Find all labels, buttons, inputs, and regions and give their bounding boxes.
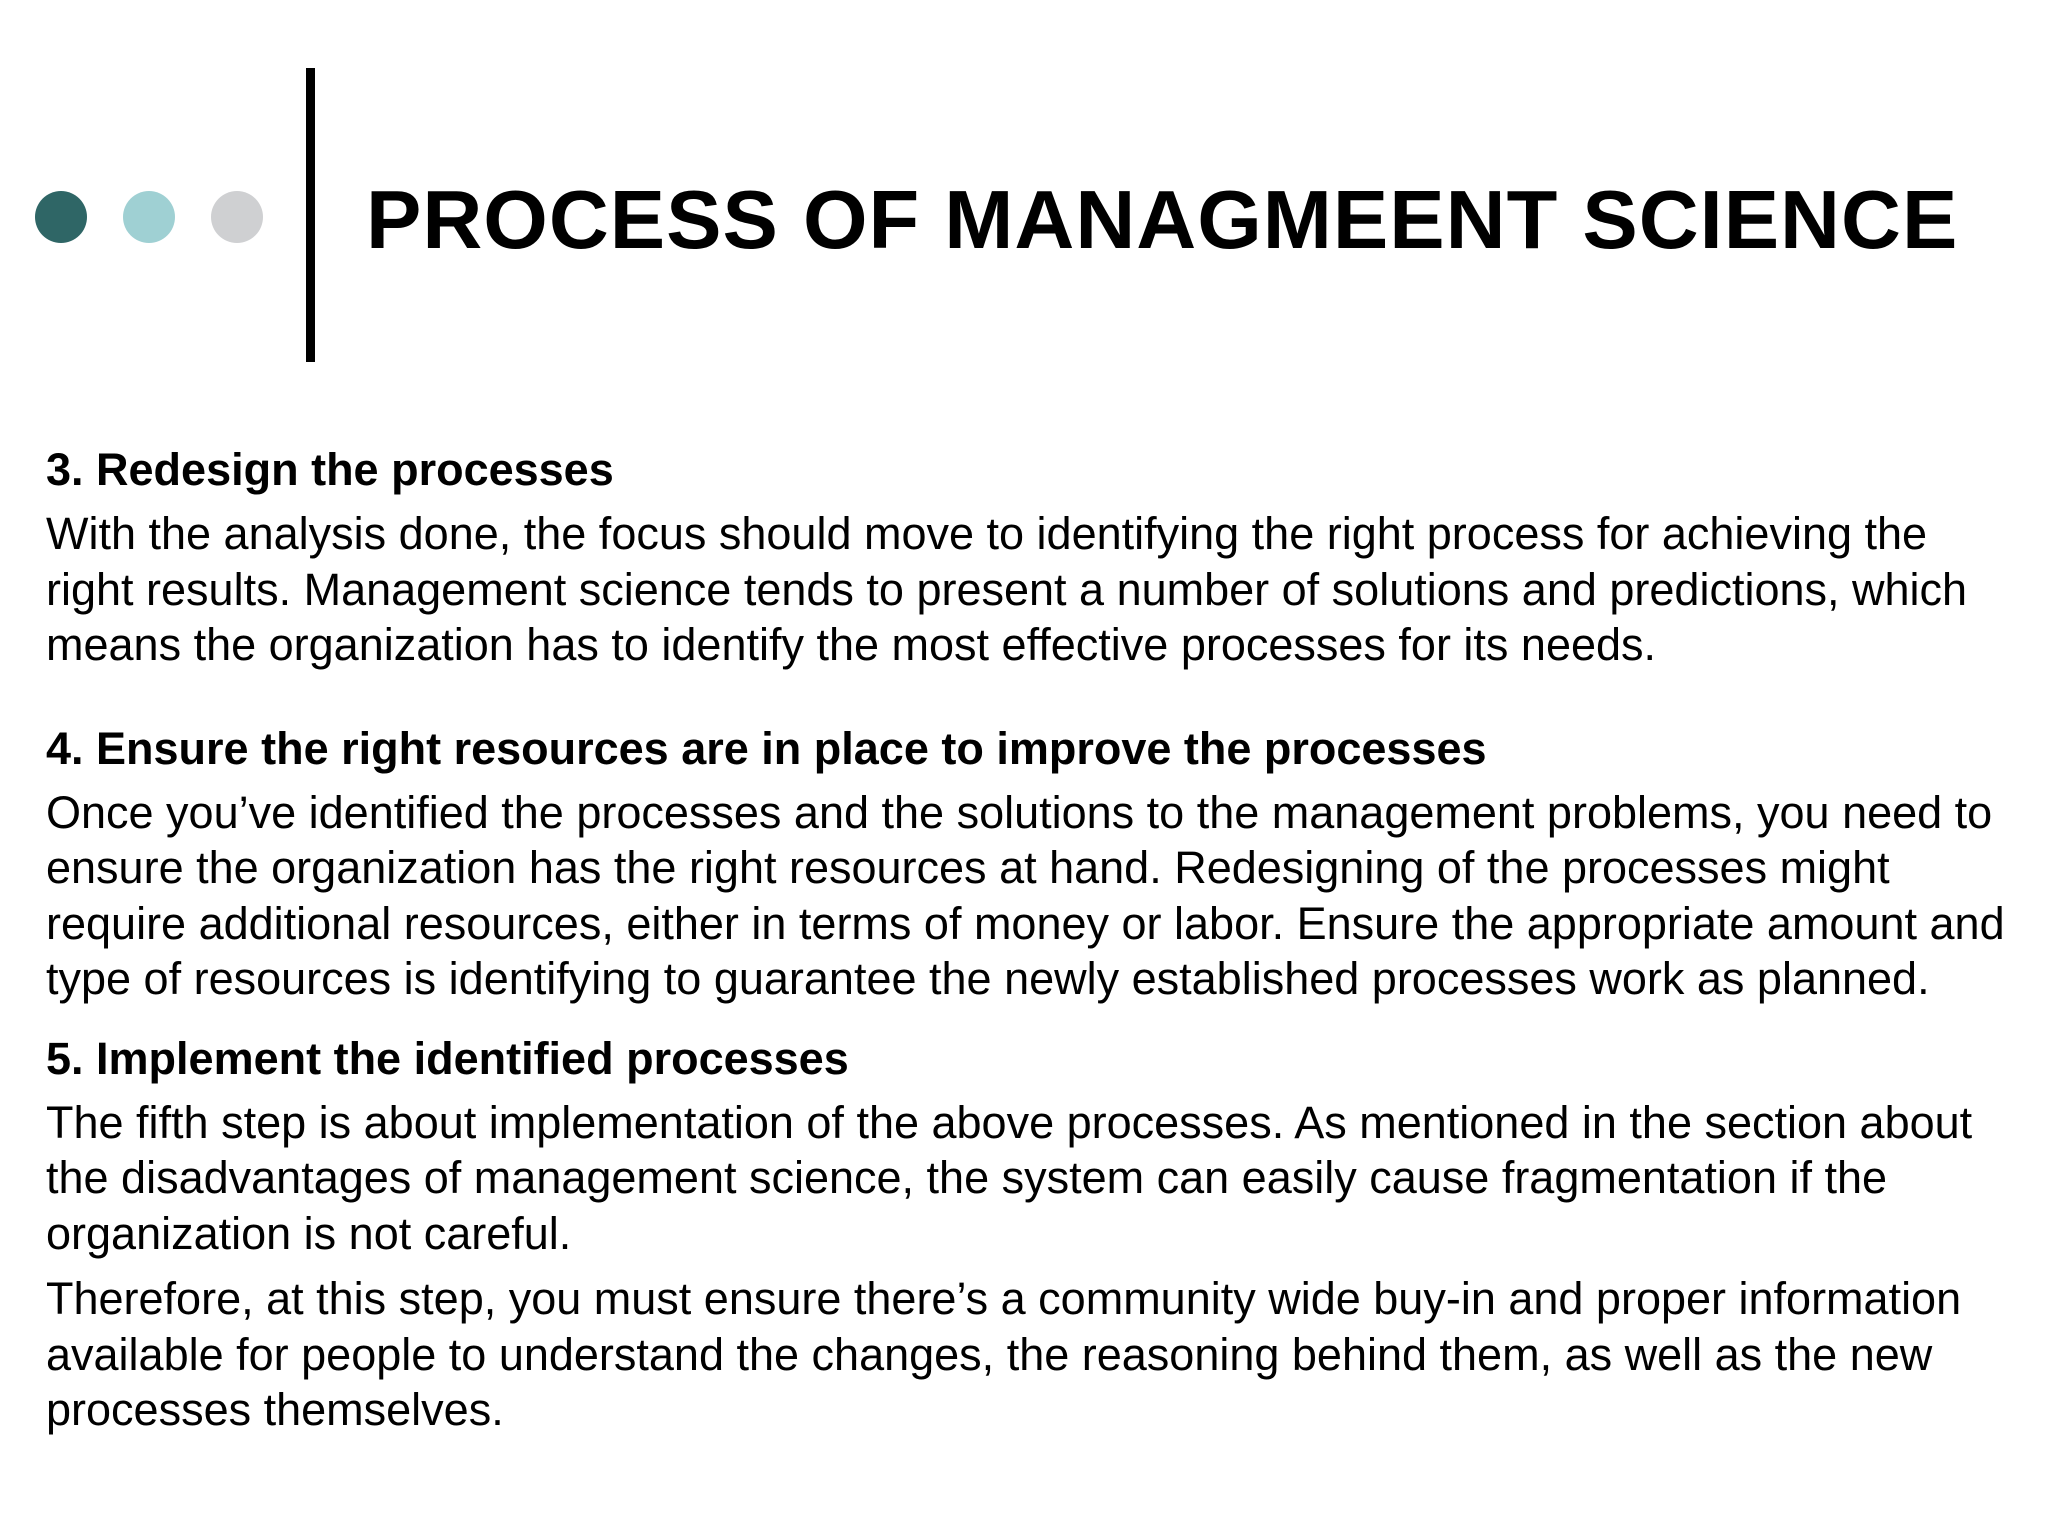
slide-title: PROCESS OF MANAGMEENT SCIENCE bbox=[366, 173, 1959, 266]
section-heading: 3. Redesign the processes bbox=[46, 444, 614, 495]
section-paragraph: Therefore, at this step, you must ensure there’s a community wide buy-in and proper information available for people to understand the changes, the reasoning behind them, as well as the new processes themselves. bbox=[46, 1273, 1962, 1435]
decorative-dots bbox=[35, 191, 263, 243]
section-heading: 4. Ensure the right resources are in place to improve the processes bbox=[46, 722, 1487, 774]
dark-teal-dot-icon bbox=[35, 191, 87, 243]
section-heading: 5. Implement the identified processes bbox=[46, 1032, 849, 1084]
section-paragraph: With the analysis done, the focus should move to identifying the right process for achieving the right results. Management science tends to present a number of solutions and predictions, which means the organization has to identify the most effective processes for its needs. bbox=[46, 508, 1968, 670]
grey-dot-icon bbox=[211, 191, 263, 243]
section-redesign-processes bbox=[46, 442, 2026, 673]
section-paragraph: The fifth step is about implementation of the above processes. As mentioned in the section about the disadvantages of management science, the system can easily cause fragmentation if the organization is not careful. bbox=[46, 1096, 1973, 1259]
section-implement-processes bbox=[46, 1031, 2026, 1438]
title-divider-bar bbox=[306, 68, 315, 362]
slide-body bbox=[46, 442, 2026, 1438]
section-paragraph: Once you’ve identified the processes and the solutions to the management problems, you need to ensure the organization has the right resources at hand. Redesigning of the processes might require additional resources, either in terms of money or labor. Ensure the appropriate amount and type of resources is identifying to guarantee the newly established processes work as planned. bbox=[46, 786, 2005, 1004]
light-teal-dot-icon bbox=[123, 191, 175, 243]
section-ensure-resources bbox=[46, 721, 2026, 1007]
